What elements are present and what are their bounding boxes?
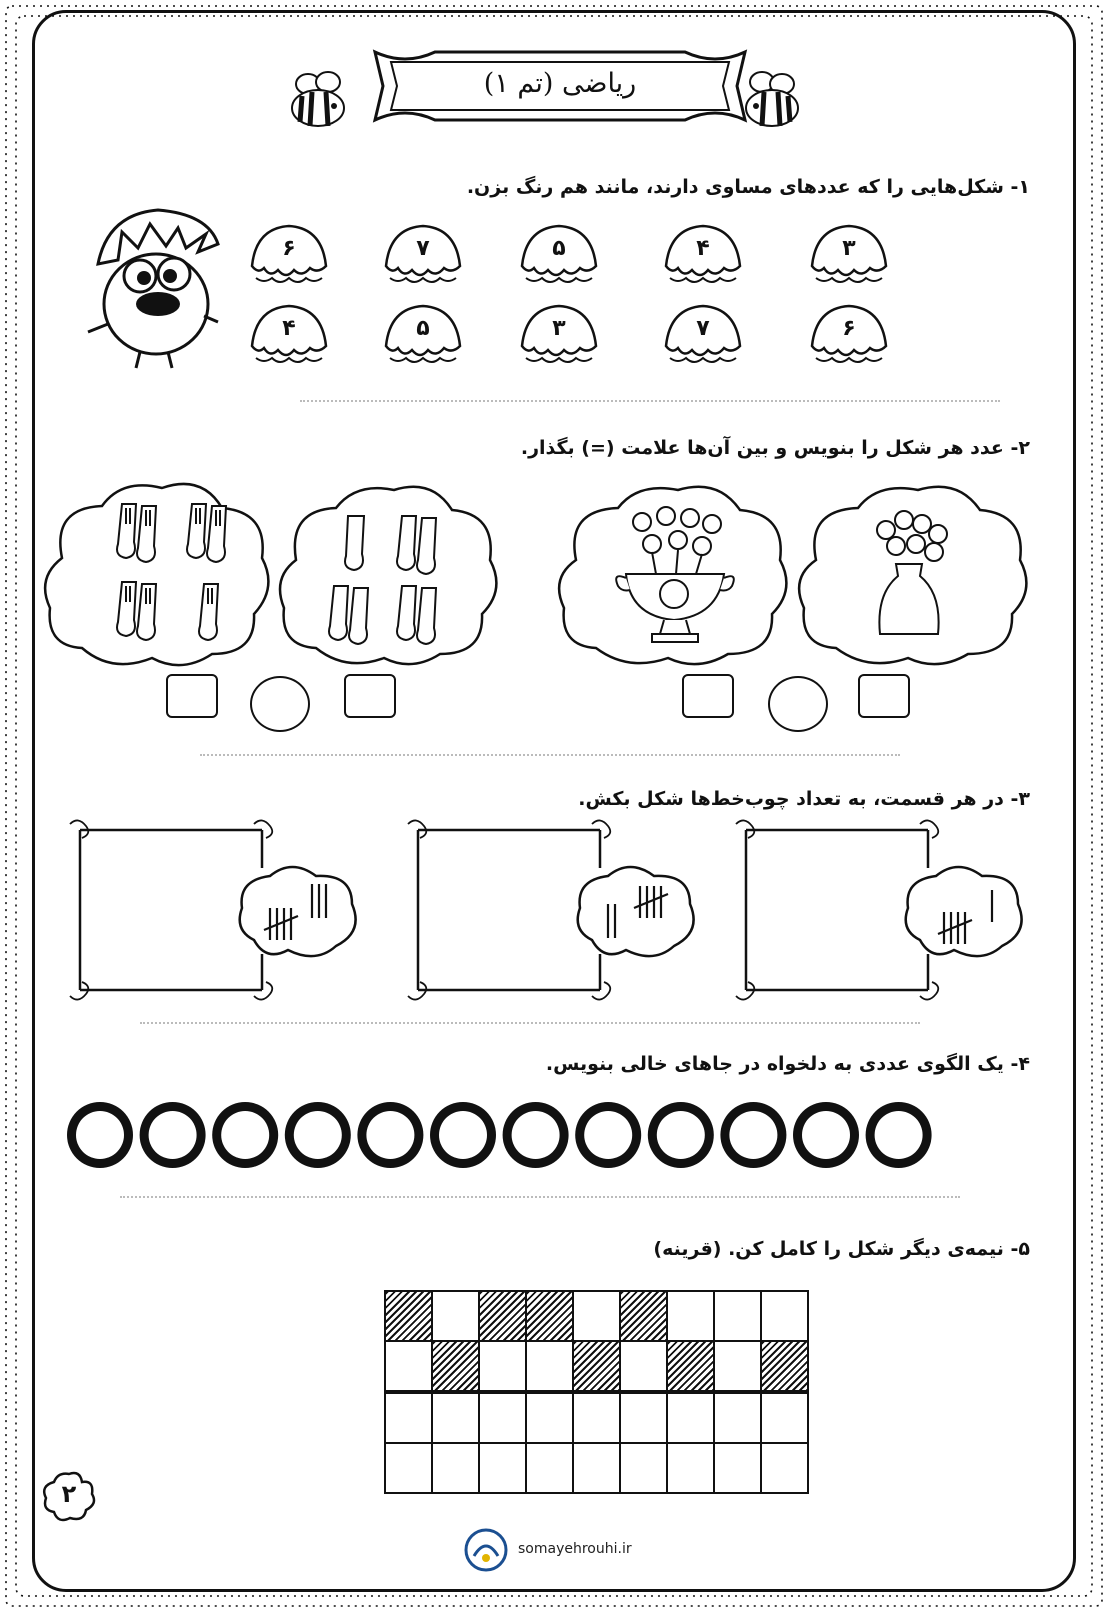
shell-card[interactable] <box>246 222 332 290</box>
grid-cell[interactable] <box>432 1291 479 1341</box>
answer-box[interactable] <box>344 674 396 718</box>
website-link[interactable]: somayehrouhi.ir <box>518 1541 632 1557</box>
grid-cell[interactable] <box>479 1341 526 1392</box>
drawing-frame-tally-7[interactable] <box>66 818 362 1002</box>
grid-cell-shaded[interactable] <box>667 1341 714 1392</box>
grid-cell[interactable] <box>667 1443 714 1493</box>
grid-cell[interactable] <box>479 1392 526 1443</box>
bee-icon <box>740 70 804 130</box>
grid-cell[interactable] <box>573 1392 620 1443</box>
pattern-ball[interactable] <box>357 1102 423 1168</box>
shell-number: ۴ <box>696 236 710 261</box>
shell-card[interactable] <box>660 302 746 370</box>
grid-cell[interactable] <box>432 1392 479 1443</box>
bee-icon <box>286 70 350 130</box>
shell-number: ۵ <box>416 316 430 341</box>
drawing-frame-tally-5[interactable] <box>732 818 1028 1002</box>
grid-cell[interactable] <box>573 1291 620 1341</box>
grid-cell[interactable] <box>573 1443 620 1493</box>
pattern-ball[interactable] <box>575 1102 641 1168</box>
shell-card[interactable] <box>806 222 892 290</box>
shell-number: ۶ <box>282 236 296 261</box>
chick-illustration <box>78 204 228 372</box>
shell-card[interactable] <box>380 222 466 290</box>
grid-cell[interactable] <box>714 1291 761 1341</box>
number-pattern-balls[interactable] <box>64 1098 944 1172</box>
grid-cell-shaded[interactable] <box>385 1291 432 1341</box>
grid-cell-shaded[interactable] <box>479 1291 526 1341</box>
pattern-ball[interactable] <box>430 1102 496 1168</box>
grid-cell-shaded[interactable] <box>432 1341 479 1392</box>
pattern-ball[interactable] <box>140 1102 206 1168</box>
shell-number: ۶ <box>842 316 856 341</box>
page-number-badge <box>40 1470 98 1522</box>
shell-number: ۵ <box>552 236 566 261</box>
grid-cell[interactable] <box>620 1443 667 1493</box>
pattern-ball[interactable] <box>503 1102 569 1168</box>
shell-card[interactable] <box>246 302 332 370</box>
question-5-instruction: ۵- نیمه‌ی دیگر شکل را کامل کن. (قرینه) <box>653 1238 1030 1260</box>
shell-card[interactable] <box>660 222 746 290</box>
divider <box>140 1022 920 1024</box>
question-1-instruction: ۱- شکل‌هایی را که عددهای مساوی دارند، مانند هم رنگ بزن. <box>466 176 1030 198</box>
grid-cell[interactable] <box>432 1443 479 1493</box>
shell-card[interactable] <box>516 222 602 290</box>
pattern-ball[interactable] <box>648 1102 714 1168</box>
question-2-instruction: ۲- عدد هر شکل را بنویس و بین آن‌ها علامت (=) بگذار. <box>520 437 1030 459</box>
grid-cell[interactable] <box>761 1392 808 1443</box>
divider <box>120 1196 960 1198</box>
grid-cell[interactable] <box>761 1291 808 1341</box>
cloud-flower-vase <box>796 484 1032 670</box>
sign-circle[interactable] <box>250 676 310 732</box>
grid-cell-shaded[interactable] <box>761 1341 808 1392</box>
shell-number: ۷ <box>416 236 430 261</box>
answer-box[interactable] <box>858 674 910 718</box>
grid-cell[interactable] <box>714 1392 761 1443</box>
pattern-ball[interactable] <box>285 1102 351 1168</box>
grid-cell[interactable] <box>526 1341 573 1392</box>
shell-number: ۳ <box>842 236 856 261</box>
grid-cell[interactable] <box>479 1443 526 1493</box>
question-4-instruction: ۴- یک الگوی عددی به دلخواه در جاهای خالی بنویس. <box>545 1053 1030 1075</box>
shell-number: ۴ <box>282 316 296 341</box>
shell-number: ۳ <box>552 316 566 341</box>
pattern-ball[interactable] <box>212 1102 278 1168</box>
grid-cell-shaded[interactable] <box>573 1341 620 1392</box>
grid-cell[interactable] <box>714 1443 761 1493</box>
grid-cell[interactable] <box>667 1392 714 1443</box>
grid-cell[interactable] <box>667 1291 714 1341</box>
shell-card[interactable] <box>380 302 466 370</box>
grid-cell[interactable] <box>385 1443 432 1493</box>
grid-cell[interactable] <box>526 1443 573 1493</box>
shell-number: ۷ <box>696 316 710 341</box>
drawing-frame-tally-6[interactable] <box>404 818 700 1002</box>
pattern-ball[interactable] <box>720 1102 786 1168</box>
answer-box[interactable] <box>682 674 734 718</box>
pattern-ball[interactable] <box>67 1102 133 1168</box>
pattern-ball[interactable] <box>793 1102 859 1168</box>
page-title: ریاضی (تم ۱) <box>483 68 637 99</box>
site-logo-icon <box>458 1528 514 1572</box>
grid-cell-shaded[interactable] <box>620 1291 667 1341</box>
grid-cell[interactable] <box>385 1392 432 1443</box>
cloud-socks-group <box>42 478 274 670</box>
cloud-socks-group <box>278 482 500 670</box>
shell-card[interactable] <box>806 302 892 370</box>
grid-cell[interactable] <box>620 1392 667 1443</box>
question-3-instruction: ۳- در هر قسمت، به تعداد چوب‌خط‌ها شکل بکش. <box>578 788 1030 810</box>
answer-box[interactable] <box>166 674 218 718</box>
page-number: ۲ <box>61 1480 77 1508</box>
sign-circle[interactable] <box>768 676 828 732</box>
pattern-ball[interactable] <box>866 1102 932 1168</box>
grid-cell[interactable] <box>761 1443 808 1493</box>
grid-cell[interactable] <box>620 1341 667 1392</box>
divider <box>200 754 900 756</box>
shell-card[interactable] <box>516 302 602 370</box>
grid-cell[interactable] <box>714 1341 761 1392</box>
symmetry-grid[interactable] <box>384 1290 809 1494</box>
grid-cell[interactable] <box>385 1341 432 1392</box>
grid-cell[interactable] <box>526 1392 573 1443</box>
grid-cell-shaded[interactable] <box>526 1291 573 1341</box>
divider <box>300 400 1000 402</box>
cloud-flower-bowl <box>556 482 792 670</box>
